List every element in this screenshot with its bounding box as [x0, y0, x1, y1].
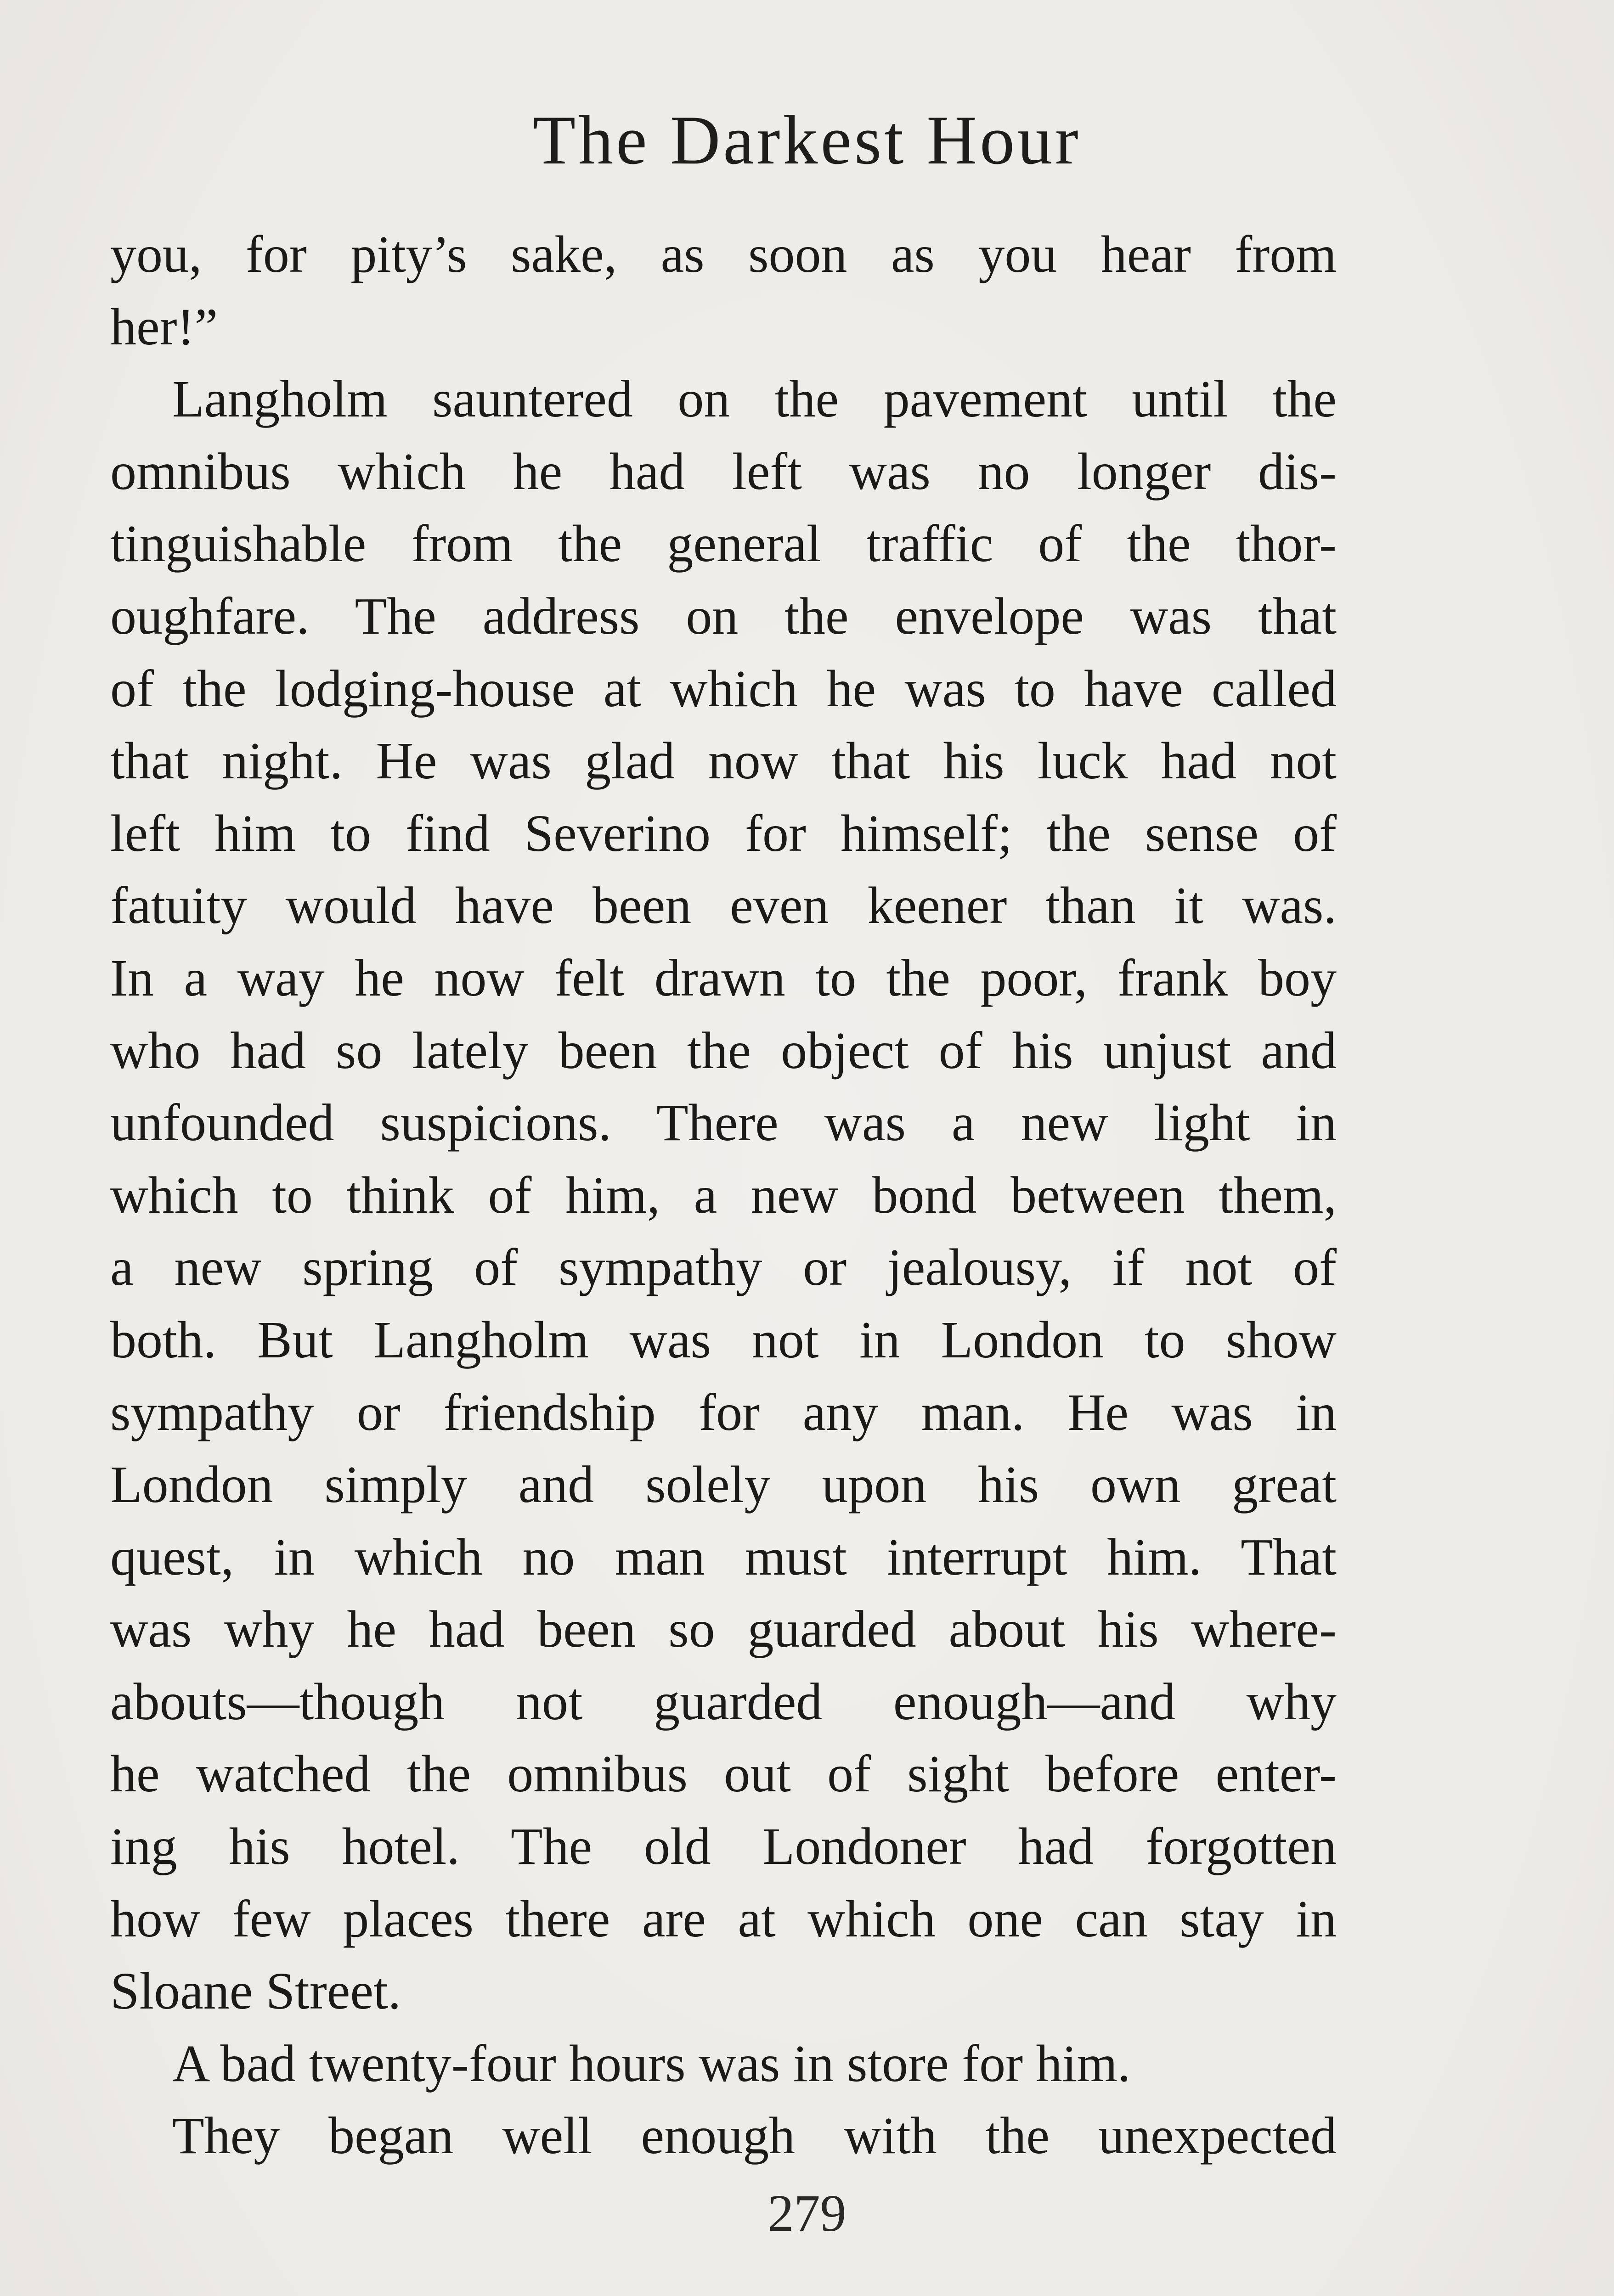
text-line: who had so lately been the object of his unjust and [110, 1021, 1337, 1080]
text-line: how few places there are at which one can stay in [110, 1889, 1337, 1948]
text-line: left him to find Severino for himself; the sense of [110, 804, 1337, 862]
text-line: fatuity would have been even keener than it was. [110, 876, 1337, 935]
page-number: 279 [767, 2184, 847, 2242]
text-line: sympathy or friendship for any man. He was in [110, 1383, 1337, 1441]
text-line: both. But Langholm was not in London to show [110, 1310, 1337, 1369]
text-line: you, for pity’s sake, as soon as you hear from [110, 225, 1337, 283]
text-line: abouts—though not guarded enough—and why [110, 1672, 1337, 1731]
text-line: of the lodging-house at which he was to have called [110, 659, 1337, 718]
text-line: London simply and solely upon his own great [110, 1455, 1337, 1514]
text-line: that night. He was glad now that his luck had not [110, 732, 1337, 790]
text-line: In a way he now felt drawn to the poor, frank boy [110, 948, 1337, 1007]
text-line: ing his hotel. The old Londoner had forgotten [110, 1817, 1337, 1876]
text-line: oughfare. The address on the envelope was that [110, 586, 1337, 645]
text-line: which to think of him, a new bond between them, [110, 1165, 1337, 1224]
text-line: unfounded suspicions. There was a new light in [110, 1093, 1337, 1152]
text-line: tinguishable from the general traffic of the thor- [110, 514, 1337, 573]
text-line: quest, in which no man must interrupt him. That [110, 1527, 1337, 1586]
text-line: Langholm sauntered on the pavement until the [172, 370, 1337, 428]
text-line: A bad twenty-four hours was in store for him. [172, 2034, 1131, 2093]
text-line: omnibus which he had left was no longer dis- [110, 442, 1337, 501]
text-line: a new spring of sympathy or jealousy, if not of [110, 1238, 1337, 1297]
text-line: her!” [110, 297, 218, 356]
running-head: The Darkest Hour [533, 101, 1081, 179]
body-text [110, 218, 1337, 2172]
text-line: was why he had been so guarded about his where- [110, 1600, 1337, 1659]
text-line: Sloane Street. [110, 1962, 401, 2020]
text-line: They began well enough with the unexpected [172, 2106, 1337, 2165]
text-line: he watched the omnibus out of sight before enter- [110, 1745, 1337, 1803]
